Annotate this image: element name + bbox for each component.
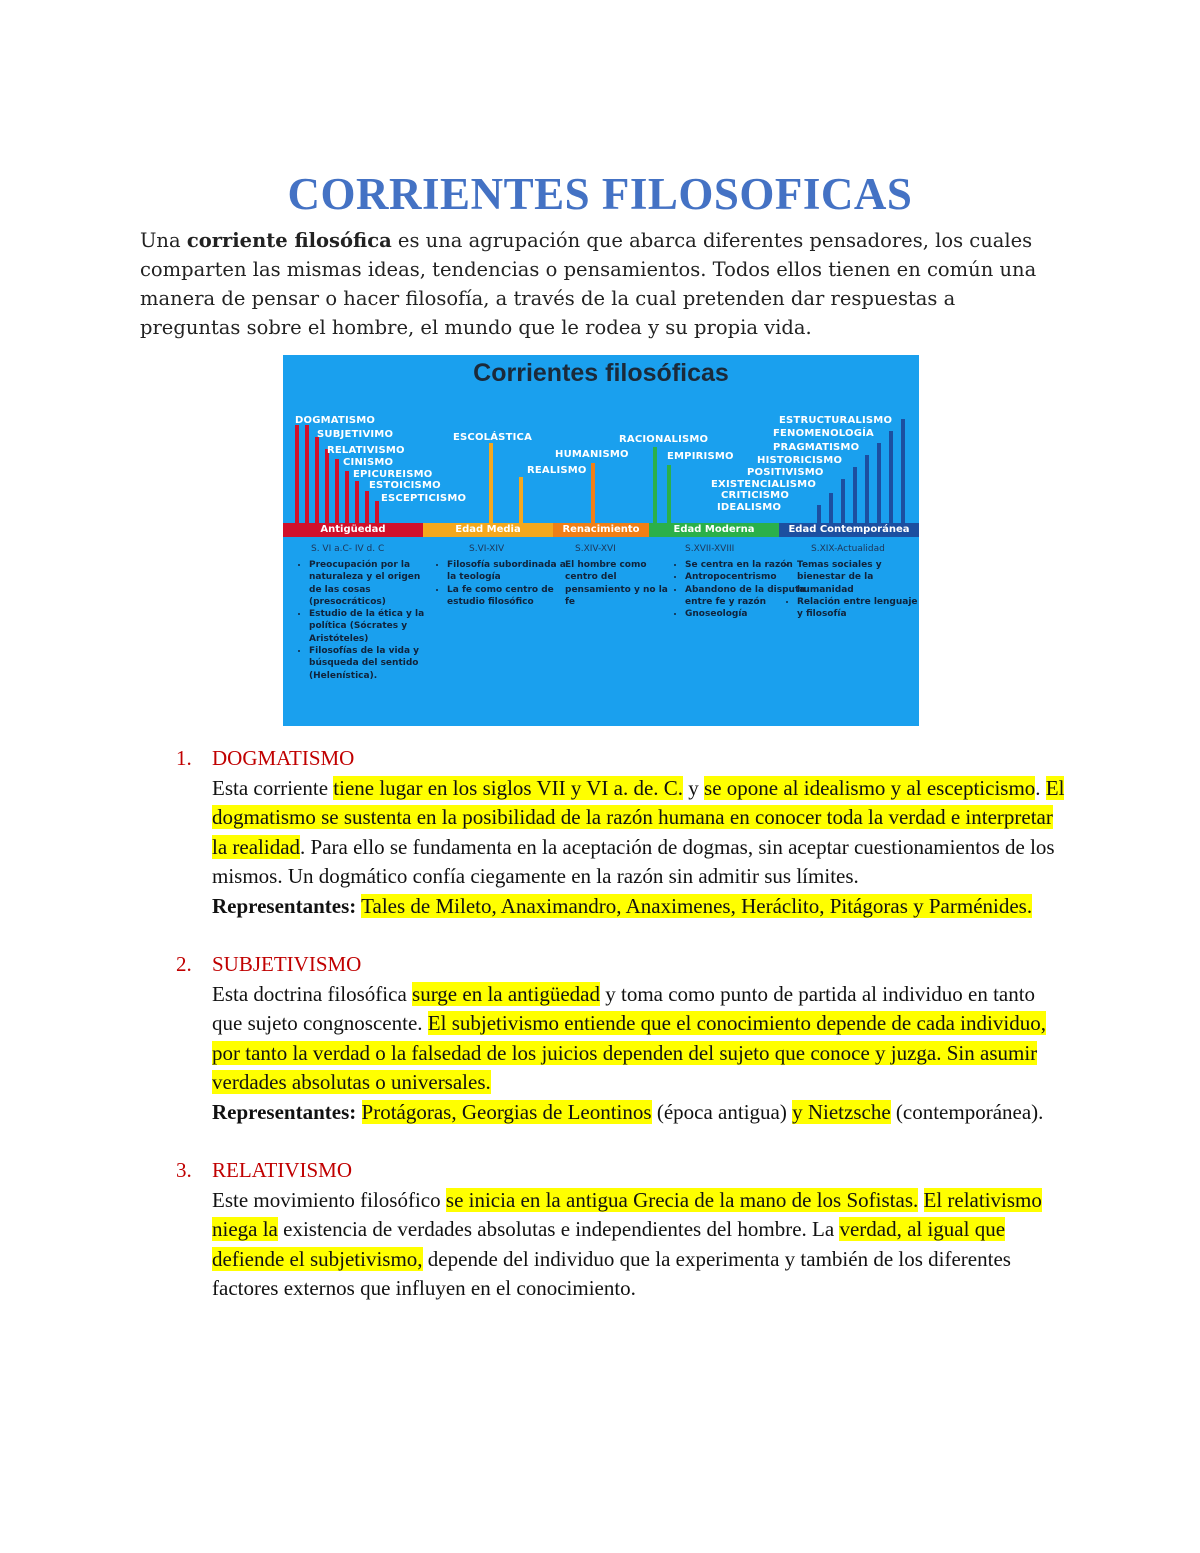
- corrientes-infographic: [283, 355, 919, 726]
- timeline-bar: [841, 479, 845, 523]
- bullets-renacimiento: [553, 559, 675, 608]
- corriente-label: PRAGMATISMO: [773, 442, 860, 453]
- timeline-bar: [653, 447, 657, 523]
- corriente-label: CINISMO: [343, 457, 394, 468]
- section-subjetivismo: [176, 950, 1066, 1127]
- corriente-label: REALISMO: [527, 465, 587, 476]
- body-text: y: [683, 775, 705, 800]
- timeline-bar: [519, 477, 523, 523]
- timeline-bar: [817, 505, 821, 523]
- body-text: Esta corriente: [212, 775, 334, 800]
- timeline-bar: [889, 431, 893, 523]
- timeline-bar: [489, 443, 493, 523]
- corriente-label: RACIONALISMO: [619, 434, 709, 445]
- era-antiguedad: Antigüedad: [283, 523, 423, 537]
- section-dogmatismo: [176, 744, 1066, 921]
- era-edad-moderna: Edad Moderna: [649, 523, 779, 537]
- intro-paragraph: [140, 226, 1060, 342]
- bullet-item: • Preocupación por la naturaleza y el origen de las cosas (presocráticos): [309, 559, 425, 608]
- timeline-bar: [853, 467, 857, 523]
- bullet-item: • Relación entre lenguaje y filosofía: [797, 596, 919, 621]
- corriente-label: ESCOLÁSTICA: [453, 432, 533, 443]
- representatives-label: Representantes:: [212, 893, 357, 918]
- section-title: DOGMATISMO: [212, 746, 355, 770]
- bullet-item: • El hombre como centro del pensamiento y no la fe: [565, 559, 675, 608]
- period-label: S. VI a.C- IV d. C: [311, 544, 385, 554]
- corriente-label: FENOMENOLOGÍA: [773, 428, 874, 439]
- page-title: CORRIENTES FILOSOFICAS: [287, 169, 913, 219]
- timeline-bar: [345, 471, 349, 523]
- corriente-label: HUMANISMO: [555, 449, 629, 460]
- corriente-label: ESTOICISMO: [369, 480, 441, 491]
- timeline-bar: [829, 493, 833, 523]
- section-number: 1.: [176, 746, 192, 770]
- corriente-label: POSITIVISMO: [747, 467, 824, 478]
- highlighted-text: El dogmatismo se sustenta en la posibilidad de la razón humana en conocer toda la verdad e interpretar la realidad: [212, 775, 1065, 859]
- corriente-label: ESTRUCTURALISMO: [779, 415, 893, 426]
- highlighted-text: se opone al idealismo y al escepticismo: [704, 775, 1036, 800]
- highlighted-text: se inicia en la antigua Grecia de la mano de los Sofistas.: [445, 1187, 919, 1212]
- body-text: [918, 1188, 923, 1212]
- timeline-bar: [335, 459, 339, 523]
- highlighted-text: El subjetivismo entiende que el conocimiento depende de cada individuo, por tanto la verdad o la falsedad de los juicios dependen del sujeto que conoce y juzga. Sin asumir verdades absolutas o universales.: [212, 1011, 1046, 1094]
- bullet-item: • Filosofía subordinada a la teología: [447, 559, 567, 584]
- timeline-bar: [365, 491, 369, 523]
- section-number: 3.: [176, 1158, 192, 1182]
- timeline-bar: [901, 419, 905, 523]
- timeline-bar: [865, 455, 869, 523]
- corriente-label: IDEALISMO: [717, 502, 782, 513]
- section-title: SUBJETIVISMO: [212, 952, 362, 976]
- highlighted-text: surge en la antigüedad: [412, 981, 600, 1006]
- body-text: (contemporánea).: [890, 1099, 1044, 1124]
- corriente-label: HISTORICISMO: [757, 455, 843, 466]
- section-body: [212, 980, 1066, 1098]
- bullet-item: • Gnoseología: [685, 608, 809, 620]
- section-title: RELATIVISMO: [212, 1158, 352, 1182]
- highlighted-text: tiene lugar en los siglos VII y VI a. de. C.: [333, 775, 684, 800]
- era-edad-media: Edad Media: [423, 523, 553, 537]
- timeline-bar: [325, 449, 329, 523]
- body-text: . Para ello se fundamenta en la aceptación de dogmas, sin aceptar cuestionamientos de los mismos. Un dogmático confía ciegamente en la razón sin admitir sus límites.: [212, 834, 1055, 888]
- body-text: [356, 1100, 361, 1124]
- corrientes-list: [176, 744, 1066, 1333]
- corriente-label: CRITICISMO: [721, 490, 790, 501]
- body-text: y toma como punto de partida al individuo en tanto que sujeto congnoscente.: [212, 981, 1036, 1035]
- timeline-bar: [877, 443, 881, 523]
- body-text: existencia de verdades absolutas e independientes del hombre. La: [277, 1217, 840, 1241]
- timeline-bar: [305, 425, 309, 523]
- representatives-label: Representantes:: [212, 1099, 357, 1124]
- timeline-bar: [295, 425, 299, 523]
- bullet-item: • La fe como centro de estudio filosófico: [447, 584, 567, 609]
- corriente-label: EPICUREISMO: [353, 469, 433, 480]
- section-body: [212, 1186, 1066, 1304]
- timeline-bar: [355, 481, 359, 523]
- intro-text: es una agrupación que abarca diferentes pensadores, los cuales comparten las mismas ideas, tendencias o pensamientos. Todos ellos tienen en común una manera de pensar o hacer filosofía, a través de la cual pretenden dar respuestas a preguntas sobre el hombre, el mundo que le rodea y su propia vida.: [140, 229, 1037, 339]
- infographic-title: Corrientes filosóficas: [473, 359, 729, 387]
- bullet-item: • Antropocentrismo: [685, 571, 809, 583]
- section-body: [212, 774, 1066, 892]
- bullet-item: • Filosofías de la vida y búsqueda del sentido (Helenística).: [309, 645, 425, 682]
- period-label: S.XIV-XVI: [575, 544, 616, 554]
- section-number: 2.: [176, 952, 192, 976]
- era-edad-contemporanea: Edad Contemporánea: [779, 523, 919, 537]
- corriente-label: SUBJETIVIMO: [317, 429, 394, 440]
- bullet-item: • Se centra en la razón: [685, 559, 809, 571]
- period-label: S.VI-XIV: [469, 544, 505, 554]
- representatives: [212, 892, 1066, 922]
- corriente-label: DOGMATISMO: [295, 415, 376, 426]
- section-relativismo: [176, 1156, 1066, 1304]
- bullet-item: • Temas sociales y bienestar de la humanidad: [797, 559, 919, 596]
- intro-term: corriente filosófica: [186, 229, 392, 252]
- bullet-item: • Abandono de la disputa entre fe y razón: [685, 584, 809, 609]
- body-text: .: [1035, 775, 1046, 800]
- body-text: (época antigua): [651, 1099, 793, 1124]
- representatives-value: Protágoras, Georgias de Leontinos: [361, 1099, 652, 1124]
- representatives: [212, 1098, 1066, 1128]
- corriente-label: RELATIVISMO: [327, 445, 405, 456]
- timeline-bar: [667, 465, 671, 523]
- body-text: Esta doctrina filosófica: [212, 981, 413, 1006]
- bullets-edad-media: [435, 559, 567, 608]
- intro-text: Una: [140, 229, 187, 252]
- corriente-label: EMPIRISMO: [667, 451, 734, 462]
- corriente-label: EXISTENCIALISMO: [711, 479, 817, 490]
- highlighted-text: verdad, al igual que defiende el subjetivismo,: [212, 1217, 1006, 1271]
- representatives-value: Tales de Mileto, Anaximandro, Anaximenes, Heráclito, Pitágoras y Parménides.: [361, 893, 1033, 918]
- body-text: Este movimiento filosófico: [212, 1187, 446, 1212]
- bullets-edad-contemporanea: [785, 559, 919, 620]
- representatives-value: y Nietzsche: [792, 1099, 891, 1124]
- corriente-label: ESCEPTICISMO: [381, 493, 467, 504]
- period-label: S.XVII-XVIII: [685, 544, 735, 554]
- bullet-item: • Estudio de la ética y la política (Sócrates y Aristóteles): [309, 608, 425, 645]
- body-text: depende del individuo que la experimenta y también de los diferentes factores externos que influyen en el conocimiento.: [212, 1246, 1011, 1300]
- era-renacimiento: Renacimiento: [553, 523, 649, 537]
- timeline-bar: [315, 437, 319, 523]
- highlighted-text: El relativismo niega la: [212, 1187, 1042, 1241]
- timeline-bar: [375, 501, 379, 523]
- bullets-antiguedad: [297, 559, 425, 682]
- era-band: [283, 523, 919, 537]
- timeline-bar: [591, 463, 595, 523]
- period-label: S.XIX-Actualidad: [811, 544, 885, 554]
